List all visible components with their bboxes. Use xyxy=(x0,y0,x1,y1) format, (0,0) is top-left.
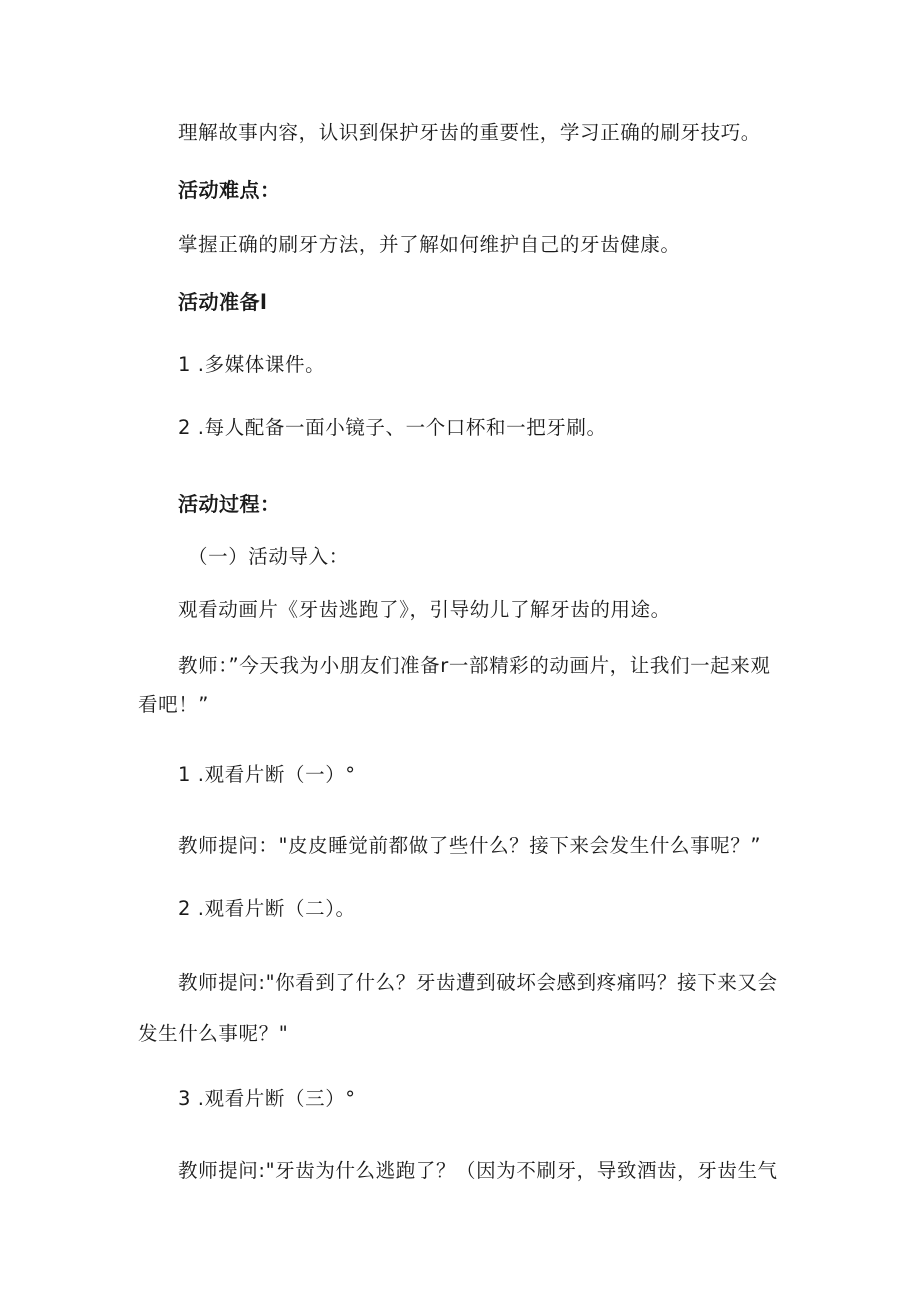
preparation-item: 1 .多媒体课件。 xyxy=(178,353,326,376)
teacher-intro-line: 看吧！” xyxy=(138,693,210,716)
clip-question: 教师提问："皮皮睡觉前都做了些什么？接下来会发生什么事呢？” xyxy=(178,834,762,857)
preparation-heading: 活动准备l xyxy=(178,290,268,314)
clip-item: 2 .观看片断（二）。 xyxy=(178,897,356,920)
difficulty-heading: 活动难点： xyxy=(178,178,281,202)
activity-goal-text: 理解故事内容，认识到保护牙齿的重要性，学习正确的刷牙技巧。 xyxy=(178,121,761,144)
clip-item: 3 .观看片断（三）° xyxy=(178,1087,356,1110)
teacher-intro-line: 教师：”今天我为小朋友们准备r一部精彩的动画片，让我们一起来观 xyxy=(178,654,771,677)
clip-question: 发生什么事呢？" xyxy=(138,1022,289,1045)
section-title: （一）活动导入： xyxy=(188,545,349,568)
clip-question: 教师提问:"你看到了什么？牙齿遭到破坏会感到疼痛吗？接下来又会 xyxy=(178,971,778,994)
clip-item: 1 .观看片断（一）° xyxy=(178,763,356,786)
preparation-item: 2 .每人配备一面小镜子、一个口杯和一把牙刷。 xyxy=(178,416,607,439)
process-heading: 活动过程： xyxy=(178,492,281,516)
intro-text: 观看动画片《牙齿逃跑了》，引导幼儿了解牙齿的用途。 xyxy=(178,598,671,621)
clip-question: 教师提问:"牙齿为什么逃跑了？（因为不刷牙，导致酒齿，牙齿生气 xyxy=(178,1159,778,1182)
difficulty-text: 掌握正确的刷牙方法，并了解如何维护自己的牙齿健康。 xyxy=(178,233,681,256)
